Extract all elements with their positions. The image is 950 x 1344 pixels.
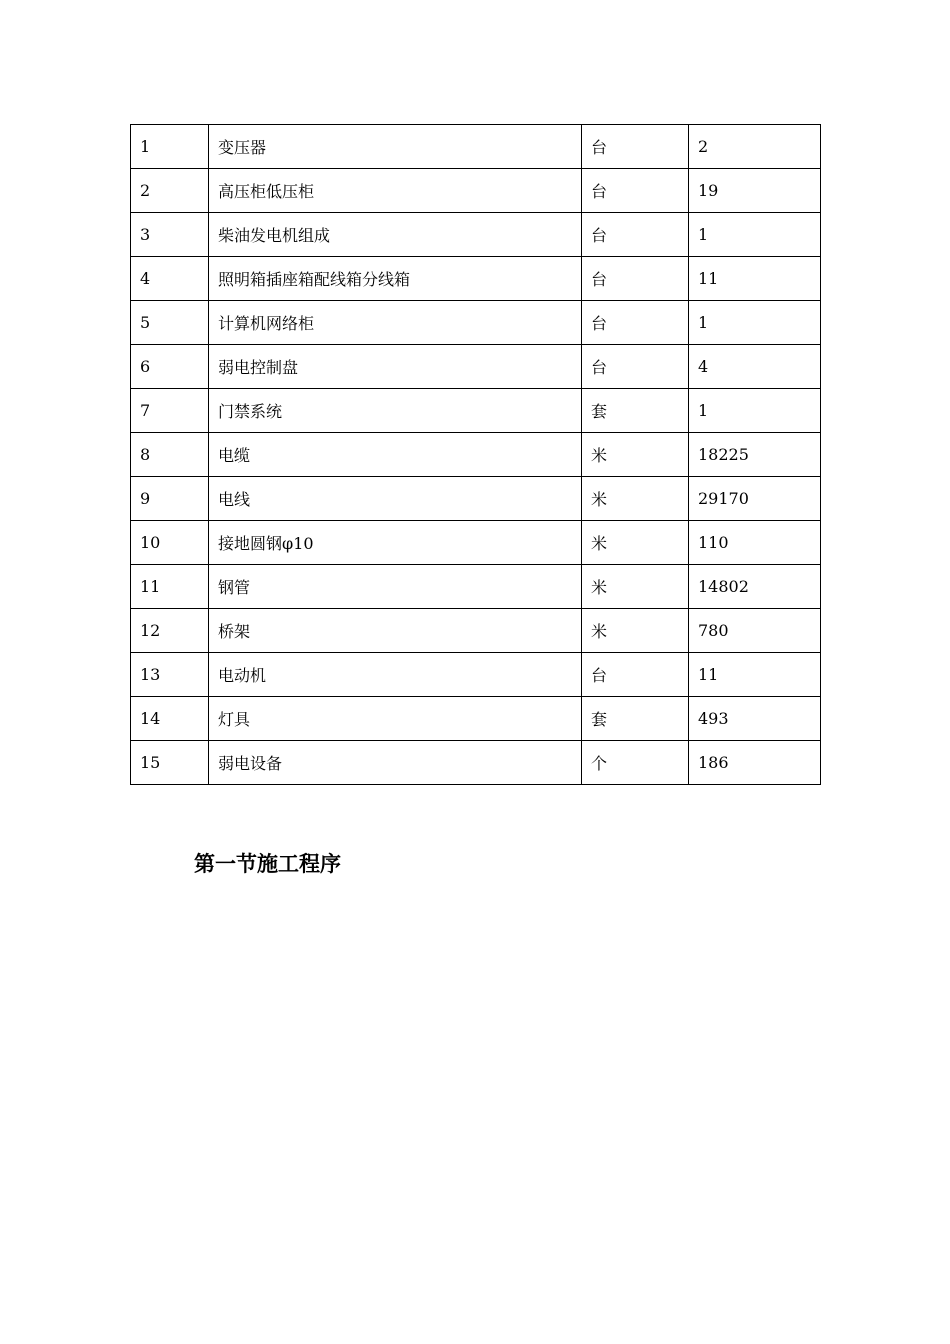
row-number-cell: 13 xyxy=(131,653,209,697)
row-number-cell: 8 xyxy=(131,433,209,477)
section-heading: 第一节施工程序 xyxy=(194,851,341,876)
item-name-cell: 弱电控制盘 xyxy=(209,345,582,389)
quantity-cell: 11 xyxy=(689,257,821,301)
row-number-cell: 2 xyxy=(131,169,209,213)
unit-cell: 台 xyxy=(582,257,689,301)
row-number-cell: 12 xyxy=(131,609,209,653)
item-name-cell: 计算机网络柜 xyxy=(209,301,582,345)
item-name-cell: 电线 xyxy=(209,477,582,521)
item-name-cell: 桥架 xyxy=(209,609,582,653)
table-row xyxy=(131,125,821,169)
table-row xyxy=(131,741,821,785)
quantity-cell: 780 xyxy=(689,609,821,653)
quantity-cell: 14802 xyxy=(689,565,821,609)
row-number-cell: 7 xyxy=(131,389,209,433)
unit-cell: 套 xyxy=(582,389,689,433)
quantity-cell: 186 xyxy=(689,741,821,785)
quantity-cell: 18225 xyxy=(689,433,821,477)
row-number-cell: 14 xyxy=(131,697,209,741)
table-row xyxy=(131,433,821,477)
unit-cell: 米 xyxy=(582,477,689,521)
row-number-cell: 11 xyxy=(131,565,209,609)
unit-cell: 台 xyxy=(582,213,689,257)
item-name-cell: 高压柜低压柜 xyxy=(209,169,582,213)
row-number-cell: 4 xyxy=(131,257,209,301)
unit-cell: 米 xyxy=(582,609,689,653)
table-row xyxy=(131,389,821,433)
item-name-cell: 钢管 xyxy=(209,565,582,609)
quantity-cell: 110 xyxy=(689,521,821,565)
table-row xyxy=(131,301,821,345)
row-number-cell: 15 xyxy=(131,741,209,785)
quantity-cell: 11 xyxy=(689,653,821,697)
quantity-cell: 1 xyxy=(689,389,821,433)
unit-cell: 台 xyxy=(582,169,689,213)
unit-cell: 台 xyxy=(582,125,689,169)
row-number-cell: 1 xyxy=(131,125,209,169)
table-row xyxy=(131,521,821,565)
unit-cell: 米 xyxy=(582,565,689,609)
quantity-cell: 19 xyxy=(689,169,821,213)
row-number-cell: 6 xyxy=(131,345,209,389)
materials-table xyxy=(130,124,821,785)
item-name-cell: 柴油发电机组成 xyxy=(209,213,582,257)
quantity-cell: 4 xyxy=(689,345,821,389)
table-row xyxy=(131,213,821,257)
item-name-cell: 灯具 xyxy=(209,697,582,741)
unit-cell: 台 xyxy=(582,345,689,389)
table-row xyxy=(131,345,821,389)
row-number-cell: 5 xyxy=(131,301,209,345)
table-row xyxy=(131,697,821,741)
unit-cell: 个 xyxy=(582,741,689,785)
quantity-cell: 493 xyxy=(689,697,821,741)
table-row xyxy=(131,653,821,697)
unit-cell: 米 xyxy=(582,433,689,477)
table-row xyxy=(131,565,821,609)
row-number-cell: 10 xyxy=(131,521,209,565)
table-row xyxy=(131,609,821,653)
materials-table-body xyxy=(131,125,821,785)
item-name-cell: 弱电设备 xyxy=(209,741,582,785)
quantity-cell: 1 xyxy=(689,301,821,345)
item-name-cell: 照明箱插座箱配线箱分线箱 xyxy=(209,257,582,301)
item-name-cell: 变压器 xyxy=(209,125,582,169)
unit-cell: 米 xyxy=(582,521,689,565)
unit-cell: 台 xyxy=(582,653,689,697)
quantity-cell: 2 xyxy=(689,125,821,169)
table-row xyxy=(131,257,821,301)
quantity-cell: 29170 xyxy=(689,477,821,521)
item-name-cell: 门禁系统 xyxy=(209,389,582,433)
quantity-cell: 1 xyxy=(689,213,821,257)
unit-cell: 套 xyxy=(582,697,689,741)
item-name-cell: 电动机 xyxy=(209,653,582,697)
item-name-cell: 电缆 xyxy=(209,433,582,477)
table-row xyxy=(131,477,821,521)
row-number-cell: 3 xyxy=(131,213,209,257)
table-row xyxy=(131,169,821,213)
row-number-cell: 9 xyxy=(131,477,209,521)
unit-cell: 台 xyxy=(582,301,689,345)
item-name-cell: 接地圆钢φ10 xyxy=(209,521,582,565)
